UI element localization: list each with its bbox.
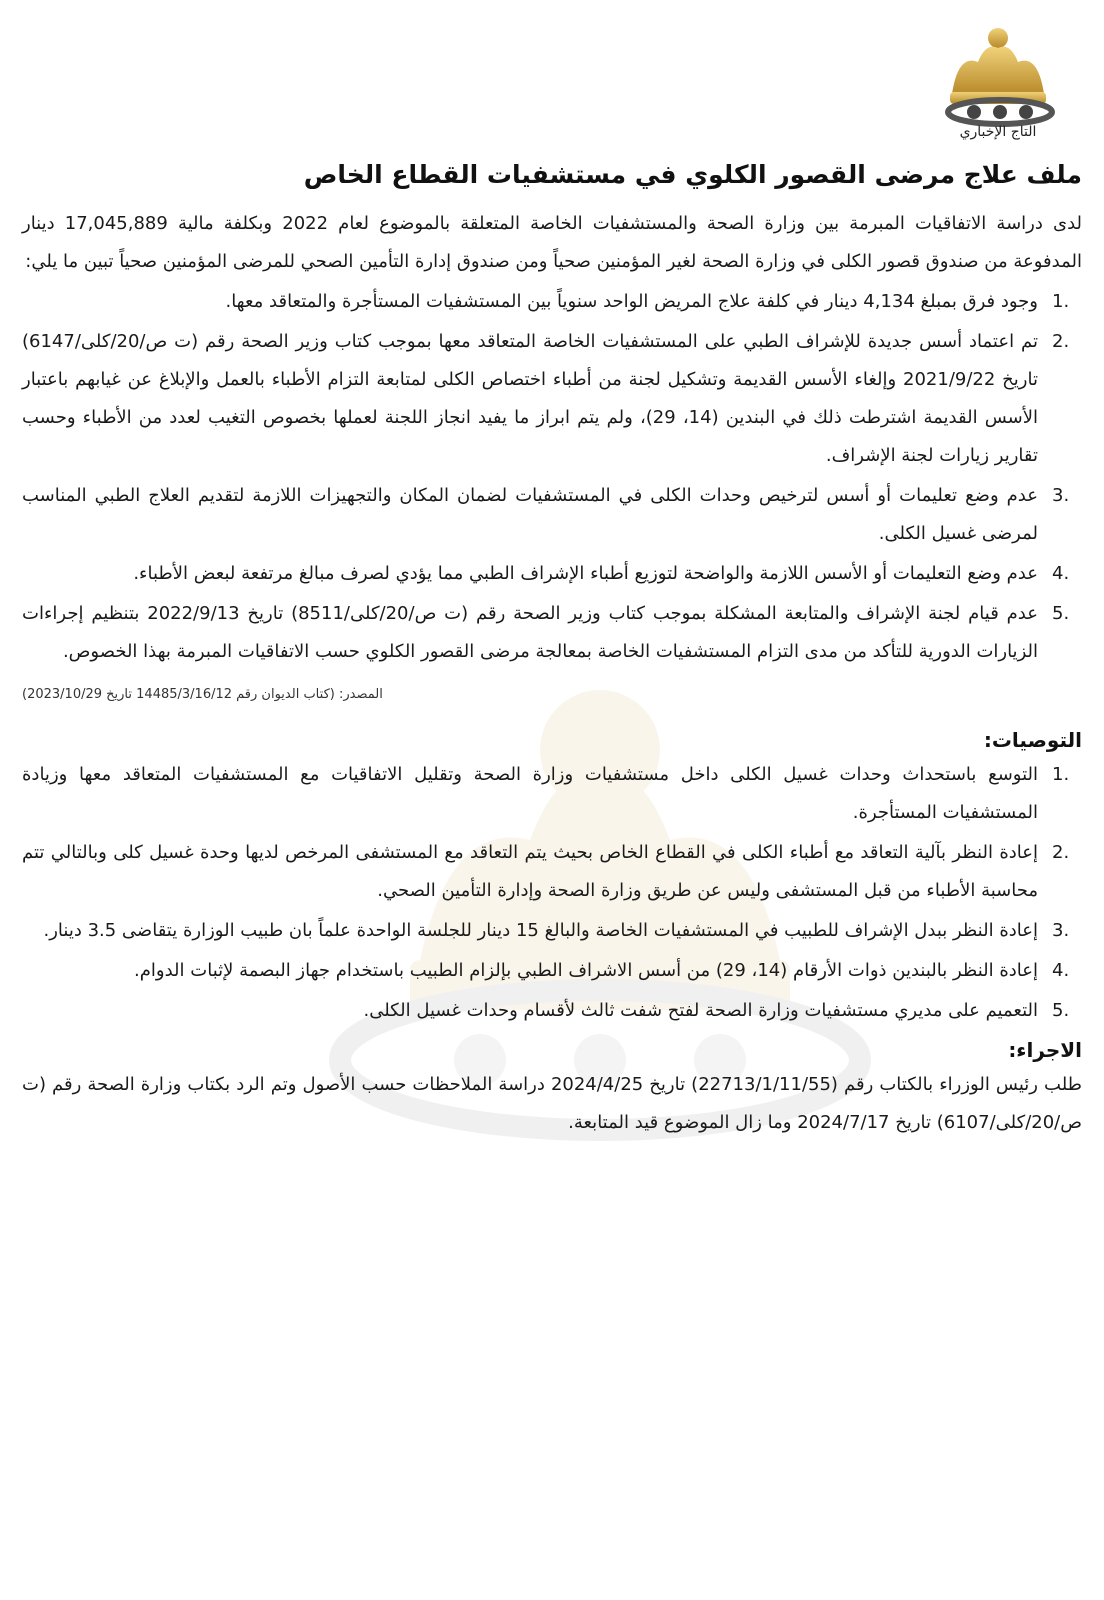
list-item (22, 477, 1082, 553)
item-text: عدم وضع التعليمات أو الأسس اللازمة والواضحة لتوزيع أطباء الإشراف الطبي مما يؤدي لصرف مبالغ مرتفعة لبعض الأطباء. (133, 563, 1038, 584)
intro-paragraph: لدى دراسة الاتفاقيات المبرمة بين وزارة الصحة والمستشفيات الخاصة المتعلقة بالموضوع لعام 2022 وبكلفة مالية 17,045,889 دينار المدفوعة من صندوق قصور الكلى في وزارة الصحة لغير المؤمنين صحياً ومن صندوق إدارة التأمين الصحي للمرضى المؤمنين صحياً تبين ما يلي: (22, 213, 1083, 272)
recommendations-list (22, 756, 1082, 1030)
item-text: إعادة النظر ببدل الإشراف للطبيب في المستشفيات الخاصة والبالغ 15 دينار للجلسة الواحدة علماً بان طبيب الوزارة يتقاضى 3.5 دينار. (43, 920, 1038, 941)
item-number: 2. (1052, 331, 1070, 352)
list-item (22, 992, 1082, 1030)
logo-caption: التاج الإخباري (959, 124, 1037, 140)
list-item (22, 912, 1082, 950)
list-item (22, 555, 1082, 593)
list-item (22, 834, 1082, 910)
list-item (22, 595, 1082, 671)
list-item (22, 756, 1082, 832)
item-number: 5. (1052, 603, 1070, 624)
item-number: 3. (1052, 485, 1070, 506)
findings-list (22, 283, 1082, 671)
item-text: التوسع باستحداث وحدات غسيل الكلى داخل مستشفيات وزارة الصحة وتقليل الاتفاقيات مع المستشفيات المتعاقد معها وزيادة المستشفيات المستأجرة. (22, 764, 1038, 823)
list-item (22, 323, 1082, 475)
item-text: إعادة النظر بآلية التعاقد مع أطباء الكلى في القطاع الخاص بحيث يتم التعاقد مع المستشفى المرخص لديها وحدة غسيل كلى وبالتالي تتم محاسبة الأطباء من قبل المستشفى وليس عن طريق وزارة الصحة وإدارة التأمين الصحي. (22, 842, 1038, 901)
item-text: وجود فرق بمبلغ 4,134 دينار في كلفة علاج المريض الواحد سنوياً بين المستشفيات المستأجرة والمتعاقد معها. (225, 291, 1038, 312)
item-number: 1. (1052, 764, 1070, 785)
item-number: 3. (1052, 920, 1070, 941)
action-paragraph: طلب رئيس الوزراء بالكتاب رقم (22713/1/11/55) تاريخ 2024/4/25 دراسة الملاحظات حسب الأصول وتم الرد بكتاب وزارة الصحة رقم (ت ص/20/كلى/6107) تاريخ 2024/7/17 وما زال الموضوع قيد المتابعة. (22, 1074, 1082, 1133)
item-number: 1. (1052, 291, 1070, 312)
item-text: عدم قيام لجنة الإشراف والمتابعة المشكلة بموجب كتاب وزير الصحة رقم (ت ص/20/كلى/8511) تاريخ 2022/9/13 بتنظيم إجراءات الزيارات الدورية للتأكد من مدى التزام المستشفيات الخاصة بمعالجة مرضى القصور الكلوي حسب الاتفاقيات المبرمة بهذا الخصوص. (22, 603, 1038, 662)
report-content (22, 160, 1082, 1142)
item-text: عدم وضع تعليمات أو أسس لترخيص وحدات الكلى في المستشفيات لضمان المكان والتجهيزات اللازمة لتقديم العلاج الطبي المناسب لمرضى غسيل الكلى. (22, 485, 1038, 544)
source-note: المصدر: (كتاب الديوان رقم 14485/3/16/12 تاريخ 2023/10/29) (22, 687, 383, 702)
item-number: 4. (1052, 563, 1070, 584)
recommendations-heading: التوصيات: (983, 728, 1082, 752)
list-item (22, 952, 1082, 990)
item-number: 5. (1052, 1000, 1070, 1021)
item-text: تم اعتماد أسس جديدة للإشراف الطبي على المستشفيات الخاصة المتعاقد معها بموجب كتاب وزير الصحة رقم (ت ص/20/كلى/6147) تاريخ 2021/9/22 وإلغاء الأسس القديمة وتشكيل لجنة من أطباء اختصاص الكلى لمتابعة التزام الأطباء بالعمل والإبلاغ عن غيابهم باعتبار الأسس القديمة اشترطت ذلك في البندين (14، 29)، ولم يتم ابراز ما يفيد انجاز اللجنة لعملها بخصوص التغيب لعدد من الأطباء وحسب تقارير زيارات لجنة الإشراف. (22, 331, 1039, 466)
action-heading: الاجراء: (1008, 1038, 1082, 1062)
item-number: 4. (1052, 960, 1070, 981)
page-title: ملف علاج مرضى القصور الكلوي في مستشفيات القطاع الخاص (303, 160, 1082, 189)
item-text: التعميم على مديري مستشفيات وزارة الصحة لفتح شفت ثالث لأقسام وحدات غسيل الكلى. (363, 1000, 1038, 1021)
item-text: إعادة النظر بالبندين ذوات الأرقام (14، 29) من أسس الاشراف الطبي بإلزام الطبيب باستخدام جهاز البصمة لإثبات الدوام. (134, 960, 1038, 981)
item-number: 2. (1052, 842, 1070, 863)
list-item (22, 283, 1082, 321)
